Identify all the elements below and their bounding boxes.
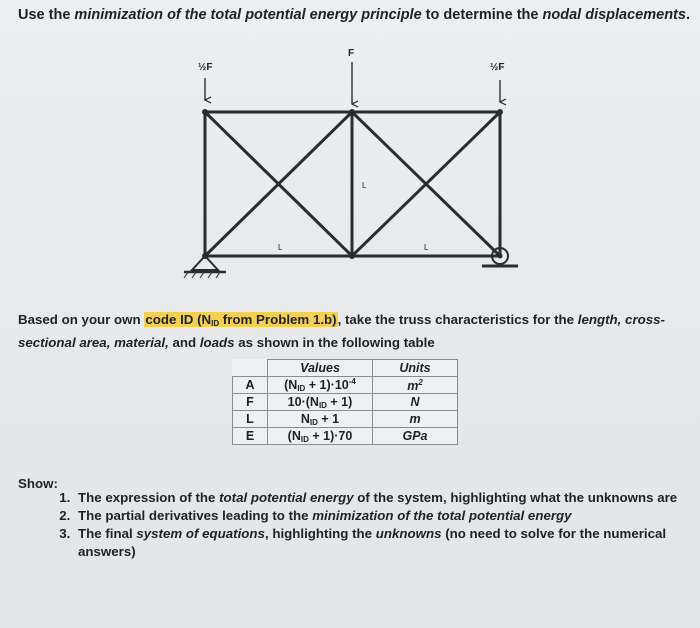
table-row	[233, 428, 458, 445]
table-row	[233, 377, 458, 394]
value-cell: $(N_{ID} + 1)\cdot 10^{-4}$	[268, 377, 373, 394]
para-text: , take the truss characteristics for the	[337, 312, 578, 327]
dim-label-left: L	[278, 243, 283, 252]
show-list	[55, 489, 684, 561]
joint	[349, 253, 355, 259]
instructions-paragraph	[18, 310, 682, 352]
table-row	[233, 394, 458, 411]
table-header-row	[233, 360, 458, 377]
joint	[202, 109, 208, 115]
para-text: Based on your own	[18, 312, 145, 327]
value-cell: $N_{ID} + 1$	[268, 411, 373, 428]
symbol-cell: F	[233, 394, 268, 411]
para-emphasis: length, cross-sectional area, material,	[18, 312, 665, 350]
unit-cell: N	[373, 394, 458, 411]
symbol-cell: A	[233, 377, 268, 394]
dim-label-right: L	[424, 243, 429, 252]
truss-properties-table	[232, 359, 458, 445]
para-emphasis: loads	[199, 335, 235, 350]
symbol-cell: E	[233, 428, 268, 445]
header-emphasis: minimization of the total potential energy principle	[74, 7, 422, 23]
header-blank-cell	[233, 360, 268, 377]
load-label-right: ½F	[490, 62, 505, 73]
load-arrows	[205, 62, 500, 104]
truss-members	[205, 112, 500, 256]
header-text: Use the	[18, 7, 75, 23]
values-header: Values	[268, 360, 373, 377]
symbol-cell: L	[233, 411, 268, 428]
header-text: to determine the	[421, 7, 543, 23]
load-label-center: F	[348, 48, 355, 59]
units-header: Units	[373, 360, 458, 377]
joint	[349, 109, 355, 115]
unit-cell: GPa	[373, 428, 458, 445]
code-id-highlight: code ID ($N_{ID}$ from Problem 1.b)	[145, 312, 337, 328]
table-row	[233, 411, 458, 428]
unit-cell: m	[373, 411, 458, 428]
load-label-left: ½F	[198, 62, 213, 73]
truss-diagram	[0, 0, 700, 300]
unit-cell: $m^2$	[373, 377, 458, 394]
value-cell: $(N_{ID} + 1)\cdot 70$	[268, 428, 373, 445]
list-item: 2. The partial derivatives leading to the minimization of the total potential energy	[74, 507, 684, 525]
value-cell: $10\cdot(N_{ID} + 1)$	[268, 394, 373, 411]
list-item: 1. The expression of the total potential energy of the system, highlighting what the unknowns are	[74, 489, 684, 507]
para-text: and	[168, 335, 200, 350]
pin-support-icon	[184, 256, 226, 278]
dim-label-vertical: L	[362, 181, 367, 190]
header-text: .	[685, 7, 690, 23]
header-emphasis: nodal displacements	[542, 7, 686, 23]
show-title: Show:	[18, 476, 58, 491]
joint	[497, 109, 503, 115]
para-text: as shown in the following table	[234, 335, 435, 350]
list-item: 3. The final system of equations, highlighting the unknowns (no need to solve for the numerical answers)	[74, 525, 684, 561]
